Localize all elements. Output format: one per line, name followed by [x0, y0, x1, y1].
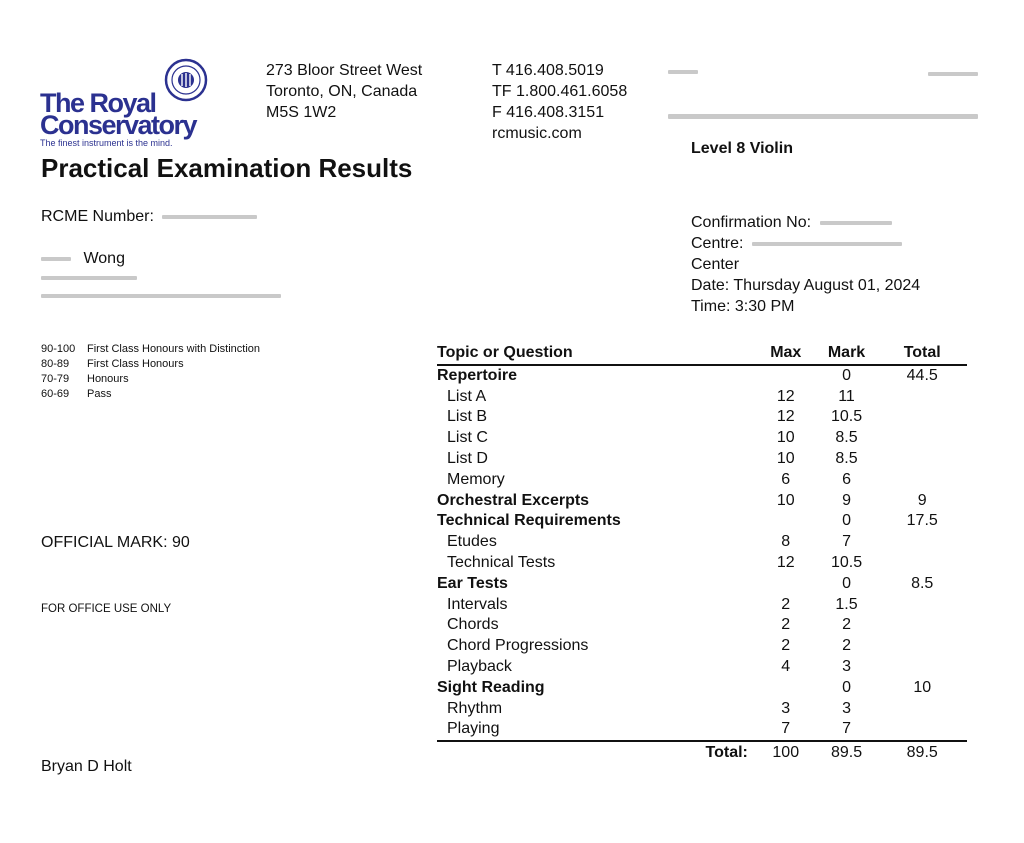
header-max: Max	[756, 343, 816, 365]
total-cell	[877, 532, 967, 553]
toll-free-number: TF 1.800.461.6058	[492, 83, 628, 100]
mark-cell: 8.5	[835, 449, 858, 467]
results-header-row	[437, 343, 967, 365]
topic-cell: Intervals	[447, 595, 508, 613]
mark-cell: 1.5	[835, 595, 858, 613]
max-cell	[756, 511, 816, 532]
results-item-row	[437, 636, 967, 657]
total-cell	[877, 719, 967, 741]
total-cell	[877, 615, 967, 636]
max-cell: 8	[781, 533, 791, 551]
redacted-first-name	[41, 257, 71, 261]
rcm-seal-icon	[164, 58, 208, 102]
results-section-row	[437, 574, 967, 595]
header-topic: Topic or Question	[437, 343, 756, 365]
results-item-row	[437, 699, 967, 720]
results-item-row	[437, 615, 967, 636]
max-cell: 3	[781, 699, 791, 717]
results-item-row	[437, 470, 967, 491]
logo-tagline: The finest instrument is the mind.	[40, 138, 173, 148]
redacted-barcode	[668, 62, 980, 122]
total-cell	[877, 657, 967, 678]
results-item-row	[437, 428, 967, 449]
redacted-candidate-address	[41, 272, 281, 302]
topic-cell: List D	[447, 449, 488, 467]
topic-cell: List A	[447, 387, 487, 405]
total-cell: 10	[913, 678, 932, 696]
max-cell: 2	[781, 637, 791, 655]
total-cell	[877, 699, 967, 720]
results-table	[437, 343, 967, 764]
phone-number: T 416.408.5019	[492, 62, 604, 79]
exam-centre-suffix: Center	[691, 256, 740, 273]
mark-cell: 6	[842, 470, 851, 488]
address-line: 273 Bloor Street West	[266, 62, 423, 79]
max-cell: 10	[776, 449, 795, 467]
topic-cell: Rhythm	[447, 699, 503, 717]
topic-cell: Chords	[447, 616, 499, 634]
grading-legend	[41, 342, 260, 402]
mark-cell: 2	[842, 616, 851, 634]
legend-row: 80-89 First Class Honours	[41, 358, 184, 370]
fax-number: F 416.408.3151	[492, 104, 605, 121]
total-cell	[877, 428, 967, 449]
topic-cell: Technical Tests	[447, 553, 556, 571]
results-item-row	[437, 719, 967, 741]
official-mark: OFFICIAL MARK: 90	[41, 534, 190, 551]
results-item-row	[437, 532, 967, 553]
mark-cell: 9	[842, 491, 851, 509]
total-cell	[877, 470, 967, 491]
mark-cell: 10.5	[830, 553, 863, 571]
grand-total-row	[437, 741, 967, 764]
candidate-name	[41, 248, 125, 269]
mark-cell: 0	[842, 366, 851, 384]
max-cell: 12	[776, 553, 795, 571]
max-cell: 4	[781, 657, 791, 675]
total-cell	[877, 407, 967, 428]
legend-row: 90-100 First Class Honours with Distinction	[41, 343, 260, 355]
grand-total-label: Total:	[705, 744, 748, 762]
mark-cell: 2	[842, 637, 851, 655]
max-cell: 2	[781, 595, 791, 613]
exam-date: Date: Thursday August 01, 2024	[691, 277, 921, 294]
max-cell: 2	[781, 616, 791, 634]
logo-text-line2: Conservatory	[40, 110, 197, 140]
max-cell: 12	[776, 387, 795, 405]
mark-cell: 8.5	[835, 429, 858, 447]
address-line: M5S 1W2	[266, 104, 337, 121]
results-item-row	[437, 553, 967, 574]
total-cell	[877, 387, 967, 408]
topic-cell: Playing	[437, 719, 756, 741]
results-section-row	[437, 678, 967, 699]
total-cell	[877, 595, 967, 616]
mark-cell: 7	[816, 719, 878, 741]
mark-cell: 3	[842, 657, 851, 675]
exam-centre: Centre:	[691, 233, 920, 254]
max-cell: 6	[781, 470, 791, 488]
confirmation-number: Confirmation No:	[691, 212, 920, 233]
total-cell	[877, 553, 967, 574]
org-contact	[492, 60, 627, 144]
website-link: rcmusic.com	[492, 125, 582, 142]
results-section-row	[437, 365, 967, 387]
mark-cell: 3	[842, 699, 851, 717]
max-cell: 12	[776, 408, 795, 426]
total-cell	[877, 636, 967, 657]
exam-info	[691, 212, 920, 317]
results-item-row	[437, 407, 967, 428]
mark-cell: 0	[842, 574, 851, 592]
results-item-row	[437, 387, 967, 408]
total-cell: 8.5	[911, 574, 934, 592]
grand-total-mark: 89.5	[830, 744, 863, 762]
results-section-row	[437, 511, 967, 532]
total-cell: 17.5	[906, 512, 938, 530]
rcme-number	[41, 206, 257, 227]
topic-cell: Sight Reading	[437, 678, 545, 696]
total-cell	[877, 449, 967, 470]
logo-text-line1: The Royal	[40, 88, 156, 118]
mark-cell: 0	[842, 678, 851, 696]
results-item-row	[437, 657, 967, 678]
exam-time: Time: 3:30 PM	[691, 298, 795, 315]
rcme-label: RCME Number:	[41, 208, 154, 225]
examiner-name: Bryan D Holt	[41, 758, 132, 775]
topic-cell: List C	[447, 429, 488, 447]
grand-total-max: 100	[772, 744, 800, 762]
topic-cell: Chord Progressions	[447, 637, 589, 655]
page-title: Practical Examination Results	[41, 153, 413, 183]
redacted-rcme	[162, 215, 257, 219]
max-cell: 7	[756, 719, 816, 741]
address-line: Toronto, ON, Canada	[266, 83, 418, 100]
topic-cell: Memory	[447, 470, 505, 488]
office-use-label: FOR OFFICE USE ONLY	[41, 603, 172, 615]
rcm-logo	[40, 58, 220, 150]
max-cell	[756, 365, 816, 387]
grand-total-total: 89.5	[906, 744, 938, 762]
max-cell: 10	[776, 429, 795, 447]
max-cell	[756, 678, 816, 699]
topic-cell: Orchestral Excerpts	[437, 491, 590, 509]
mark-cell: 0	[842, 512, 851, 530]
legend-row: 70-79 Honours	[41, 373, 129, 385]
mark-cell: 7	[842, 533, 851, 551]
topic-cell: Etudes	[447, 533, 497, 551]
topic-cell: List B	[447, 408, 488, 426]
legend-row: 60-69 Pass	[41, 388, 112, 400]
total-cell: 9	[917, 491, 927, 509]
results-item-row	[437, 595, 967, 616]
mark-cell: 10.5	[830, 408, 863, 426]
org-address	[266, 60, 422, 123]
total-cell: 44.5	[906, 366, 938, 384]
candidate-surname: Wong	[83, 250, 125, 267]
max-cell	[756, 574, 816, 595]
max-cell: 10	[776, 491, 795, 509]
mark-cell: 11	[838, 387, 855, 405]
results-item-row	[437, 449, 967, 470]
header-total: Total	[877, 343, 967, 365]
header-mark: Mark	[816, 343, 878, 365]
topic-cell: Playback	[447, 657, 512, 675]
topic-cell: Ear Tests	[437, 574, 508, 592]
exam-level: Level 8 Violin	[691, 140, 793, 157]
results-section-row	[437, 491, 967, 512]
topic-cell: Technical Requirements	[437, 512, 621, 530]
topic-cell: Repertoire	[437, 366, 518, 384]
